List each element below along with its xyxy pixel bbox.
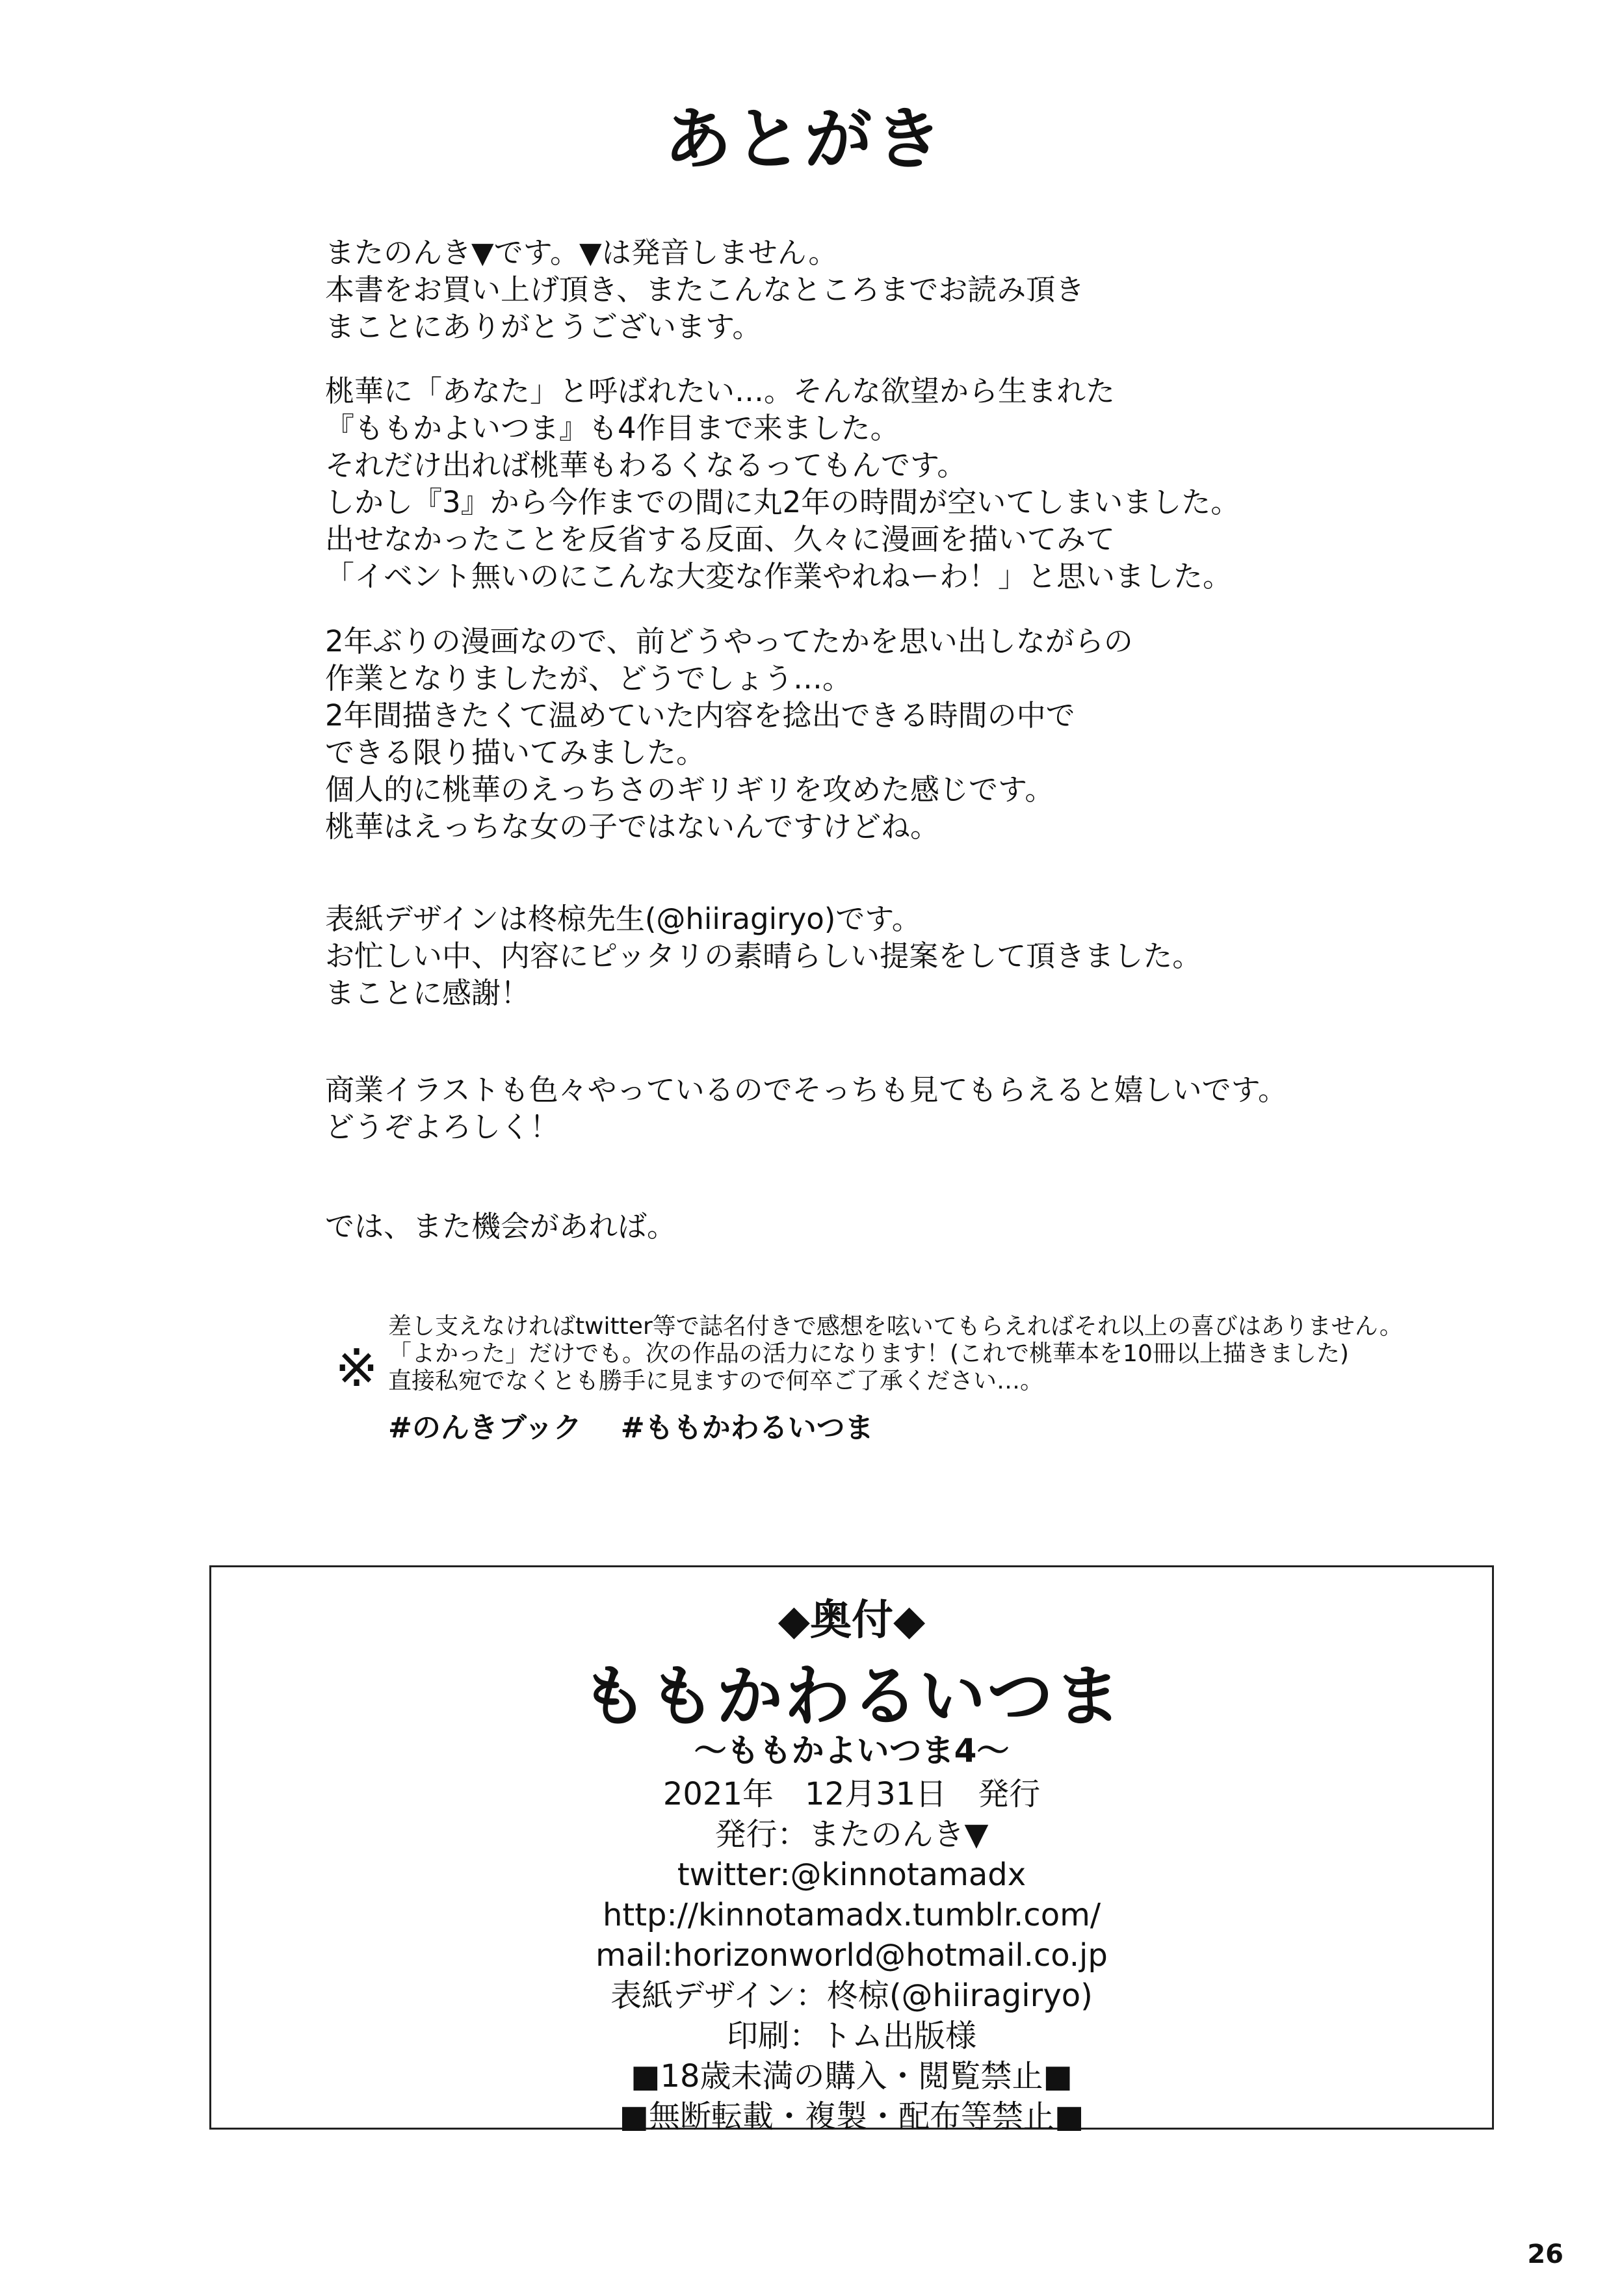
- colophon-box: [209, 1565, 1494, 2135]
- paragraph-closing: [325, 1208, 676, 1245]
- twitter-handle: twitter:@kinnotamadx: [677, 1857, 1027, 1893]
- copy-prohibition: ■無断転載・複製・配布等禁止■: [619, 2098, 1084, 2135]
- text-line: まことにありがとうございます。: [325, 309, 762, 344]
- text-line: お忙しい中、内容にピッタリの素晴らしい提案をして頂きました。: [325, 939, 1202, 973]
- printer: 印刷：トム出版様: [726, 2018, 976, 2054]
- book-subtitle: ～ももかよいつま4～: [694, 1732, 1010, 1769]
- paragraph-series: [325, 372, 1240, 595]
- paragraph-commercial: [325, 1071, 1287, 1145]
- text-line: では、また機会があれば。: [325, 1209, 677, 1244]
- book-title: ももかわるいつま: [581, 1658, 1122, 1736]
- publish-date: 2021年 12月31日 発行: [662, 1776, 1041, 1812]
- hashtag: #のんきブック: [388, 1411, 582, 1444]
- note-line: 差し支えなければtwitter等で誌名付きで感想を呟いてもらえればそれ以上の喜びはありません。: [388, 1313, 1403, 1340]
- text-line: 『ももかよいつま』も4作目まで来ました。: [325, 411, 900, 445]
- text-line: 表紙デザインは柊椋先生(@hiiragiryo)です。: [325, 902, 921, 936]
- paragraph-making: [325, 623, 1133, 845]
- paragraph-cover-design: [325, 900, 1201, 1011]
- text-line: しかし『3』から今作までの間に丸2年の時間が空いてしまいました。: [325, 485, 1240, 519]
- hashtag: #ももかわるいつま: [620, 1411, 874, 1444]
- text-line: 2年ぶりの漫画なので、前どうやってたかを思い出しながらの: [325, 624, 1133, 659]
- colophon-header: ◆奥付◆: [778, 1597, 926, 1645]
- text-line: 作業となりましたが、どうでしょう…。: [325, 661, 852, 696]
- text-line: まことに感謝！: [325, 976, 530, 1010]
- website-url: http://kinnotamadx.tumblr.com/: [602, 1897, 1101, 1933]
- text-line: 桃華はえっちな女の子ではないんですけどね。: [325, 809, 940, 844]
- text-line: どうぞよろしく！: [325, 1110, 560, 1144]
- hashtags: [388, 1404, 874, 1446]
- note-line: 直接私宛でなくとも勝手に見ますので何卒ご了承ください…。: [388, 1368, 1044, 1394]
- publisher: 発行：またのんき▼: [714, 1816, 989, 1853]
- page-number: 26: [1527, 2239, 1563, 2269]
- text-line: 商業イラストも色々やっているのでそっちも見てもらえると嬉しいです。: [325, 1073, 1288, 1107]
- text-line: 桃華に「あなた」と呼ばれたい…。そんな欲望から生まれた: [325, 374, 1116, 408]
- text-line: またのんき▼です。▼は発音しません。: [325, 235, 838, 270]
- text-line: 「イベント無いのにこんな大変な作業やれねーわ！」と思いました。: [325, 559, 1233, 594]
- email-address: mail:horizonworld@hotmail.co.jp: [595, 1937, 1108, 1974]
- note-line: 「よかった」だけでも。次の作品の活力になります！(これで桃華本を10冊以上描きました): [388, 1340, 1349, 1367]
- paragraph-greeting: [325, 234, 1084, 345]
- text-line: それだけ出れば桃華もわるくなるってもんです。: [325, 448, 967, 482]
- text-line: できる限り描いてみました。: [325, 735, 706, 770]
- text-line: 出せなかったことを反省する反面、久々に漫画を描いてみて: [325, 522, 1116, 556]
- cover-designer: 表紙デザイン：柊椋(@hiiragiryo): [610, 1977, 1093, 2014]
- reference-mark: ※: [335, 1338, 379, 1398]
- text-line: 個人的に桃華のえっちさのギリギリを攻めた感じです。: [325, 772, 1054, 807]
- age-restriction: ■18歳未満の購入・閲覧禁止■: [631, 2058, 1073, 2094]
- colophon-details: [211, 1774, 1492, 2137]
- note-text: [388, 1313, 1403, 1395]
- text-line: 本書をお買い上げ頂き、またこんなところまでお読み頂き: [325, 272, 1085, 307]
- text-line: 2年間描きたくて温めていた内容を捻出できる時間の中で: [325, 698, 1075, 733]
- page-title: あとがき: [664, 99, 945, 179]
